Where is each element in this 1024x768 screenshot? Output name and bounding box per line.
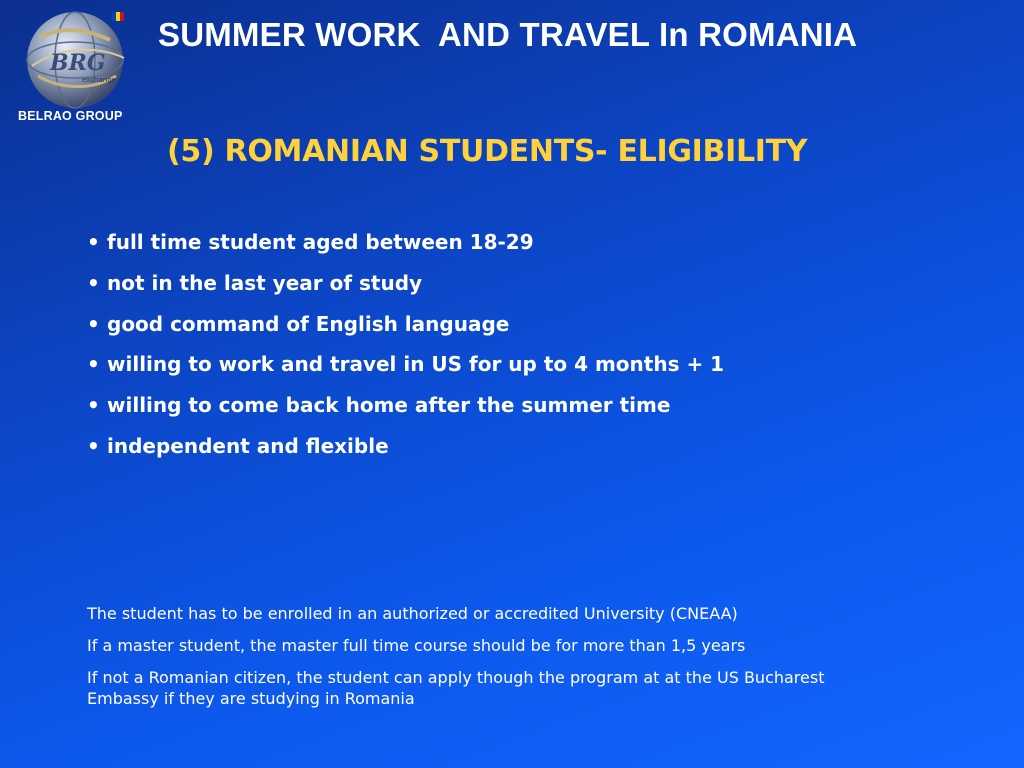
note-master-student: If a master student, the master full time course should be for more than 1,5 years xyxy=(87,636,746,655)
list-item-text: full time student aged between 18-29 xyxy=(107,230,534,254)
list-item xyxy=(87,269,724,310)
eligibility-list xyxy=(87,228,724,473)
list-item xyxy=(87,432,724,473)
list-item xyxy=(87,228,724,269)
slide-subtitle: (5) ROMANIAN STUDENTS- ELIGIBILITY xyxy=(167,134,808,169)
list-item-text: independent and flexible xyxy=(107,433,389,458)
list-item-text: willing to come back home after the summer time xyxy=(107,393,671,418)
logo xyxy=(20,6,138,114)
list-item xyxy=(87,310,724,351)
list-item-text: good command of English language xyxy=(107,311,510,336)
list-item xyxy=(87,350,724,391)
list-item-text: not in the last year of study xyxy=(107,270,423,295)
logo-caption: BELRAO GROUP xyxy=(18,109,123,123)
notes-section xyxy=(87,603,887,720)
bullet-icon: • xyxy=(87,230,100,254)
note-non-romanian: If not a Romanian citizen, the student can apply though the program at at the US Bucharest Embassy if they are studying in Romania xyxy=(87,668,825,708)
bullet-icon: • xyxy=(87,433,100,458)
svg-text:exchange: exchange xyxy=(82,76,116,84)
bullet-icon: • xyxy=(87,393,100,418)
bullet-icon: • xyxy=(87,352,100,377)
bullet-icon: • xyxy=(87,270,100,295)
list-item-text: willing to work and travel in US for up to 4 months + 1 xyxy=(107,352,725,377)
note-enrollment: The student has to be enrolled in an authorized or accredited University (CNEAA) xyxy=(87,604,738,623)
globe-logo-icon xyxy=(20,6,138,114)
header-title: SUMMER WORK AND TRAVEL In ROMANIA xyxy=(158,16,858,53)
svg-text:BRG: BRG xyxy=(50,50,106,76)
list-item xyxy=(87,391,724,432)
bullet-icon: • xyxy=(87,311,100,336)
